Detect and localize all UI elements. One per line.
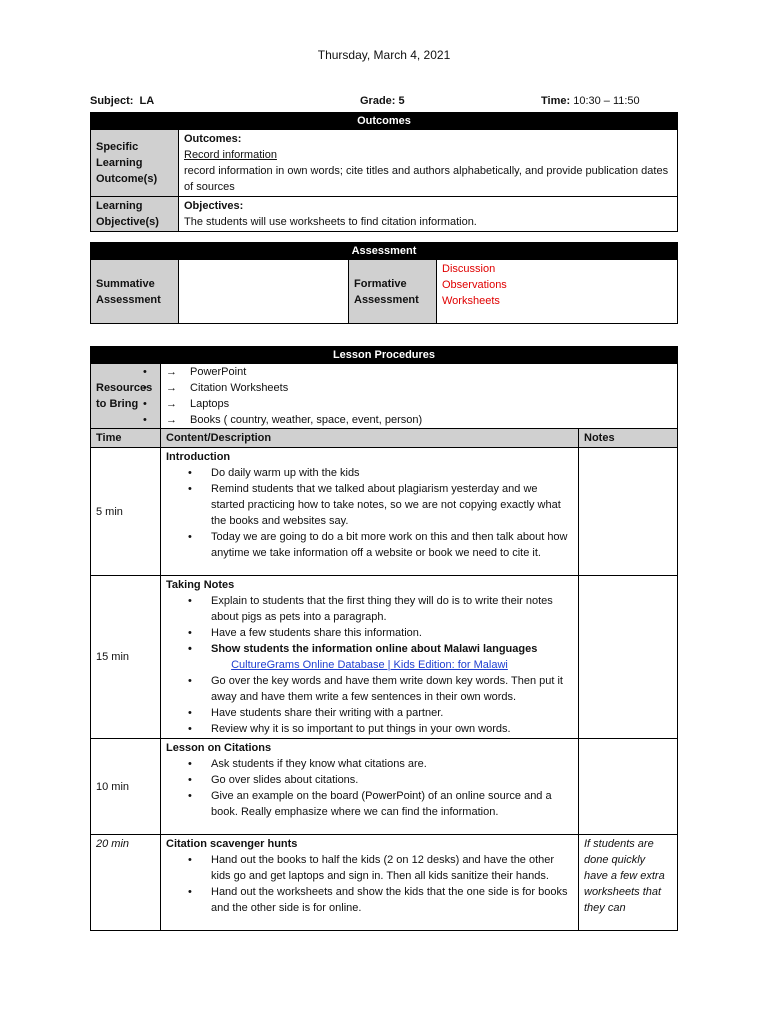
row-time: 20 min [91, 835, 161, 931]
subject-field: Subject: LA [90, 95, 155, 107]
outcome-text: record information in own words; cite titles and authors alphabetically, and provide publication dates of sources [184, 165, 669, 193]
list-item: • Hand out the worksheets and show the kids that the one side is for books and the other side is for online. [211, 884, 573, 916]
resources-label: Resources to Bring [91, 364, 161, 429]
list-item: • Today we are going to do a bit more work on this and then talk about how anytime we take information off a website or book we need to cite it. [211, 529, 573, 561]
assessment-title: Assessment [91, 243, 678, 260]
row-content: Lesson on Citations • Ask students if they know what citations are. • Go over slides about citations. • Give an example on the board (PowerPoint) of an online source and a book. Really emphasize where we can find the information. [161, 739, 579, 835]
objectives-heading: Objectives: [184, 200, 244, 212]
row-time: 5 min [91, 448, 161, 576]
formative-items: Discussion Observations Worksheets [437, 260, 678, 324]
objective-cell [179, 197, 678, 232]
list-item: • Do daily warm up with the kids [211, 465, 573, 481]
row-notes [579, 739, 678, 835]
procedures-title: Lesson Procedures [91, 347, 678, 364]
list-item: • Have a few students share this information. [211, 625, 573, 641]
row-content: Citation scavenger hunts • Hand out the books to half the kids (2 on 12 desks) and have the other kids go and get laptops and sign in. Then all kids sanitize their hands. • Hand out the worksheets and show the kids that the one side is for books and the other side is for online. [161, 835, 579, 931]
list-item: • Remind students that we talked about plagiarism yesterday and we started practicing how to take notes, so we are not copying exactly what the books and websites say. [211, 481, 573, 529]
row-time: 10 min [91, 739, 161, 835]
objective-label: Learning Objective(s) [91, 197, 179, 232]
row-notes: If students are done quickly have a few extra worksheets that they can [579, 835, 678, 931]
resource-item: • → Citation Worksheets [166, 380, 677, 396]
resources-cell [161, 364, 678, 429]
list-item: • Ask students if they know what citations are. [211, 756, 573, 772]
outcomes-table [90, 112, 678, 232]
grade-field: Grade: 5 [360, 95, 405, 107]
culturegrams-link[interactable]: CultureGrams Online Database | Kids Edition: for Malawi [231, 659, 508, 671]
specific-outcome-label: Specific Learning Outcome(s) [91, 130, 179, 197]
row-content: Introduction • Do daily warm up with the kids • Remind students that we talked about plagiarism yesterday and we started practicing how to take notes, so we are not copying exactly what the books and websites say. • Today we are going to do a bit more work on this and then talk about how anytime we take information off a website or book we need to cite it. [161, 448, 579, 576]
table-row [91, 576, 678, 739]
objective-text: The students will use worksheets to find citation information. [184, 216, 477, 228]
list-item: • Have students share their writing with a partner. [211, 705, 573, 721]
list-item: • Go over slides about citations. [211, 772, 573, 788]
outcome-name: Record information [184, 149, 277, 161]
table-row [91, 835, 678, 931]
list-item: • Give an example on the board (PowerPoint) of an online source and a book. Really emphasize where we can find the information. [211, 788, 573, 820]
lesson-header [90, 95, 678, 109]
table-row [91, 448, 678, 576]
col-content-header: Content/Description [161, 429, 579, 448]
summative-label: Summative Assessment [91, 260, 179, 324]
assessment-table [90, 242, 678, 324]
row-content: Taking Notes • Explain to students that the first thing they will do is to write their notes about pigs as pets into a paragraph. • Have a few students share this information. • Show students the information online about Malawi languages CultureGrams Online Database | Kids Edition: for Malawi • Go over the key words and have them write down key words. Then put it away and have them write a few sentences in their own words. • Have students share their writing with a partner. • Review why it is so important to put things in your own words. [161, 576, 579, 739]
outcomes-title: Outcomes [91, 113, 678, 130]
col-notes-header: Notes [579, 429, 678, 448]
document-date: Thursday, March 4, 2021 [317, 48, 451, 62]
row-notes [579, 576, 678, 739]
formative-label: Formative Assessment [349, 260, 437, 324]
outcome-cell [179, 130, 678, 197]
list-item: • Show students the information online about Malawi languages [211, 641, 573, 657]
summative-value [179, 260, 349, 324]
time-field: Time: 10:30 – 11:50 [541, 95, 640, 107]
list-item: • Review why it is so important to put things in your own words. [211, 721, 573, 737]
resource-item: • → Books ( country, weather, space, event, person) [166, 412, 677, 428]
col-time-header: Time [91, 429, 161, 448]
list-item: • Explain to students that the first thing they will do is to write their notes about pigs as pets into a paragraph. [211, 593, 573, 625]
resource-item: • → PowerPoint [166, 364, 677, 380]
procedures-table [90, 346, 678, 931]
row-time: 15 min [91, 576, 161, 739]
outcomes-heading: Outcomes: [184, 133, 242, 145]
resource-item: • → Laptops [166, 396, 677, 412]
row-notes [579, 448, 678, 576]
list-item: • Go over the key words and have them write down key words. Then put it away and have them write a few sentences in their own words. [211, 673, 573, 705]
list-item: • Hand out the books to half the kids (2 on 12 desks) and have the other kids go and get laptops and sign in. Then all kids sanitize their hands. [211, 852, 573, 884]
table-row [91, 739, 678, 835]
